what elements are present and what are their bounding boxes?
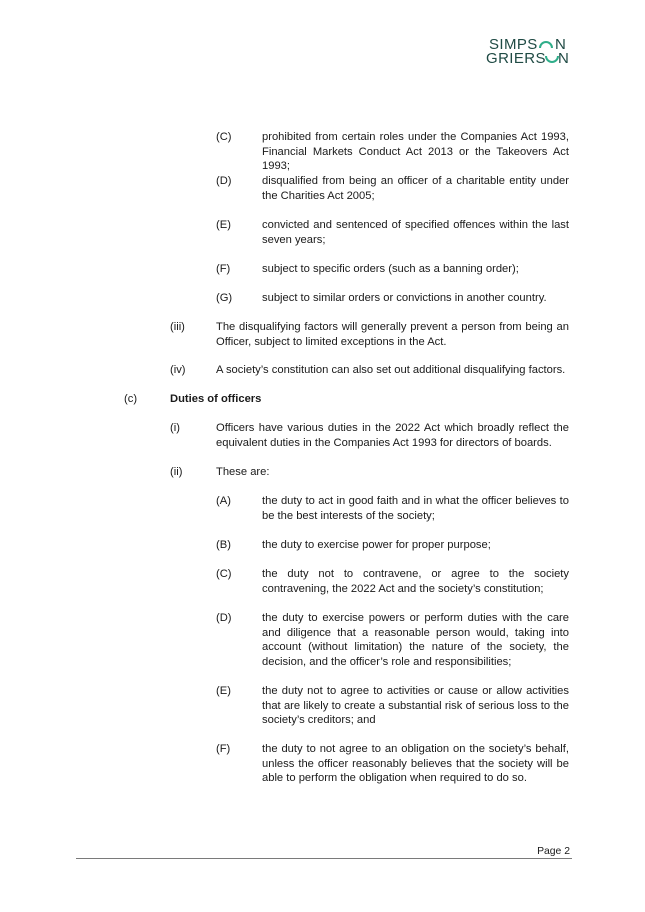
logo-n-2: N (558, 50, 570, 67)
item-text: These are: (216, 466, 270, 478)
item-text: the duty not to contravene, or agree to the society contravening, the 2022 Act and the society’s constitution; (262, 568, 569, 595)
logo-n-1: N (555, 36, 567, 53)
item-text: subject to similar orders or convictions in another country. (262, 292, 547, 304)
item-label: (iv) (170, 364, 186, 376)
item-text: the duty to exercise powers or perform duties with the care and diligence that a reasonable person would, taking into account (without limitation) the nature of the society, the decision, and the officer’s role and responsibilities; (262, 612, 569, 668)
item-text: A society’s constitution can also set out additional disqualifying factors. (216, 364, 566, 376)
item-text: the duty not to agree to activities or cause or allow activities that are likely to create a substantial risk of serious loss to the society’s creditors; and (262, 685, 569, 727)
item-label: (D) (216, 612, 232, 624)
item-label: (E) (216, 685, 231, 697)
item-text: subject to specific orders (such as a banning order); (262, 263, 519, 275)
item-label: (i) (170, 422, 180, 434)
item-label: (A) (216, 495, 231, 507)
item-text: the duty to exercise power for proper purpose; (262, 539, 491, 551)
item-text: prohibited from certain roles under the Companies Act 1993, Financial Markets Conduct Act 2013 or the Takeovers Act 1993; (262, 131, 569, 173)
logo-line-1: SIMPS (489, 36, 538, 53)
item-label: (C) (216, 568, 232, 580)
item-text: The disqualifying factors will generally prevent a person from being an Officer, subject to limited exceptions in the Act. (216, 321, 569, 348)
item-label: (iii) (170, 321, 185, 333)
item-label: (E) (216, 219, 231, 231)
item-label: (F) (216, 263, 231, 275)
item-text: the duty to not agree to an obligation on the society’s behalf, unless the officer reasonably believes that the society will be able to perform the obligation when required to do so. (262, 743, 569, 785)
item-text: disqualified from being an officer of a charitable entity under the Charities Act 2005; (262, 175, 569, 202)
section-title: Duties of officers (170, 393, 262, 405)
item-label: (C) (216, 131, 232, 143)
item-text: Officers have various duties in the 2022 Act which broadly reflect the equivalent duties in the Companies Act 1993 for directors of boards. (216, 422, 569, 449)
section-label: (c) (124, 393, 138, 405)
item-text: convicted and sentenced of specified offences within the last seven years; (262, 219, 569, 246)
item-label: (B) (216, 539, 231, 551)
logo-line-2: GRIERS (486, 50, 546, 67)
item-label: (D) (216, 175, 232, 187)
item-label: (F) (216, 743, 231, 755)
simpson-grierson-logo (486, 37, 572, 69)
item-label: (G) (216, 292, 233, 304)
footer-divider (76, 858, 572, 859)
item-label: (ii) (170, 466, 183, 478)
item-text: the duty to act in good faith and in what the officer believes to be the best interests of the society; (262, 495, 569, 522)
page-number: Page 2 (537, 846, 570, 857)
